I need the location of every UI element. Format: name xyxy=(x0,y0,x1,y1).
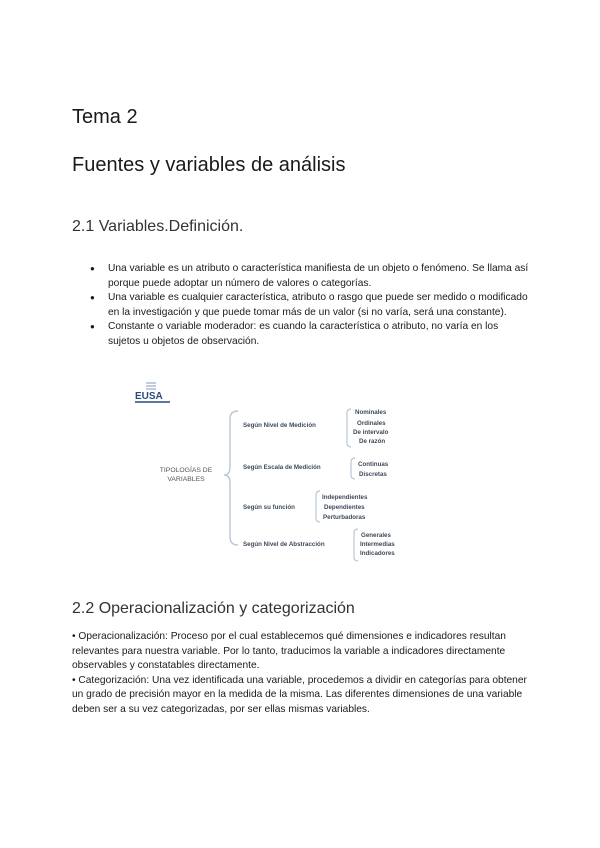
category-item: Continuas xyxy=(358,461,389,468)
list-item: ● Constante o variable moderador: es cuando la característica o atributo, no varía en los sujetos u objetos de observación. xyxy=(90,320,530,349)
logo-text: EUSA xyxy=(135,391,163,402)
paragraph: • Operacionalización: Proceso por el cual establecemos qué dimensiones e indicadores resultan relevantes para nuestra variable. Por lo tanto, traducimos la variable a indicadores directamente observables y constatables directamente. xyxy=(72,631,506,672)
category-item: De razón xyxy=(359,438,386,445)
category-item: Indicadores xyxy=(360,550,395,557)
category-item: Nominales xyxy=(355,409,387,416)
category-item: Intermedias xyxy=(360,541,395,548)
section-heading-2-1: 2.1 Variables.Definición. xyxy=(72,218,244,235)
group-label: Según Escala de Medición xyxy=(243,464,321,471)
category-item: Discretas xyxy=(359,471,387,478)
topic-label: Tema 2 xyxy=(72,106,138,128)
section-heading-2-2: 2.2 Operacionalización y categorización xyxy=(72,600,355,617)
group-label: Según su función xyxy=(243,504,295,511)
variable-typology-diagram xyxy=(130,379,468,567)
category-item: Generales xyxy=(361,532,391,539)
definition-bullet-list xyxy=(90,262,530,350)
root-label-line1: TIPOLOGÍAS DE xyxy=(159,467,213,474)
group-label: Según Nivel de Abstracción xyxy=(243,541,325,548)
category-item: Ordinales xyxy=(357,420,386,427)
paragraph: • Categorización: Una vez identificada una variable, procedemos a dividir en categorías para obtener un grado de precisión mayor en la medida de la misma. Las diferentes dimensiones de una variable deben ser a su vez categorizadas, por ser ellas mismas variables. xyxy=(72,674,527,715)
category-item: Perturbadoras xyxy=(323,514,366,521)
category-item: Independientes xyxy=(322,494,368,501)
category-item: De intervalo xyxy=(353,429,389,436)
group-label: Según Nivel de Medición xyxy=(243,422,316,429)
root-label-line2: VARIABLES xyxy=(167,476,205,483)
list-item: ● Una variable es un atributo o característica manifiesta de un objeto o fenómeno. Se llama así porque puede adoptar un número de valores o categorías. xyxy=(90,262,530,291)
list-item: ● Una variable es cualquier característica, atributo o rasgo que puede ser medido o modificado en la investigación y que puede tomar más de un valor (si no varía, será una constante). xyxy=(90,291,530,320)
category-item: Dependientes xyxy=(324,504,365,511)
section-body xyxy=(72,630,532,718)
page-title: Fuentes y variables de análisis xyxy=(72,154,346,176)
